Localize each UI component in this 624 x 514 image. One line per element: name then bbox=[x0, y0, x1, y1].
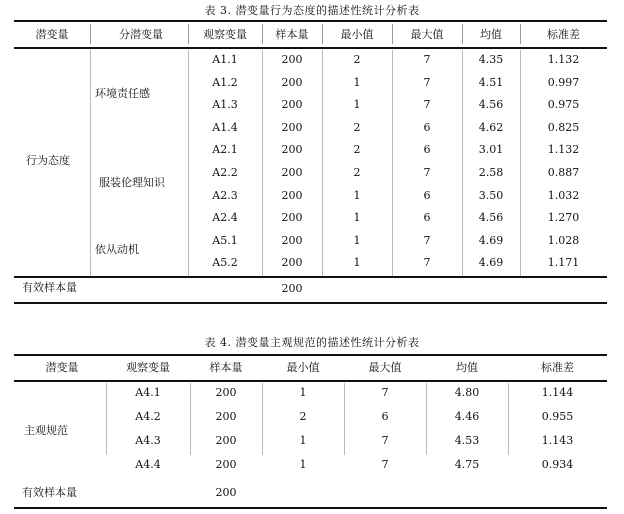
table4-header-observed: 观察变量 bbox=[126, 361, 170, 374]
table3-sub-latent-3: 依从动机 bbox=[95, 243, 139, 256]
table3-cell-observed: A1.4 bbox=[212, 120, 238, 134]
table3-caption: 表 3. 潜变量行为态度的描述性统计分析表 bbox=[204, 4, 420, 17]
table3-cell-min: 1 bbox=[353, 233, 361, 247]
table3-cell-sd: 0.975 bbox=[547, 98, 580, 112]
table3-cell-mean: 4.35 bbox=[478, 53, 504, 66]
table4-footer-value: 200 bbox=[215, 486, 237, 499]
table3-cell-sd: 1.032 bbox=[547, 188, 580, 202]
table3-cell-sample: 200 bbox=[281, 188, 303, 202]
table4-cell-mean: 4.80 bbox=[454, 386, 480, 399]
table4-header-sd: 标准差 bbox=[541, 361, 574, 374]
table3-cell-observed: A2.3 bbox=[212, 188, 238, 202]
table3-cell-mean: 3.01 bbox=[478, 143, 504, 157]
table3-cell-observed: A5.2 bbox=[212, 256, 238, 270]
table3-cell-max: 7 bbox=[423, 256, 431, 270]
table3-cell-mean: 4.51 bbox=[478, 75, 504, 89]
table3-cell-min: 1 bbox=[353, 211, 361, 225]
table3-cell-max: 6 bbox=[423, 120, 431, 134]
table3-cell-min: 1 bbox=[353, 188, 361, 202]
table3-header-min: 最小值 bbox=[340, 28, 374, 41]
table4-caption: 表 4. 潜变量主观规范的描述性统计分析表 bbox=[204, 336, 420, 349]
table3-cell-sd: 1.171 bbox=[547, 256, 580, 270]
table3-cell-mean: 4.62 bbox=[478, 120, 504, 134]
table3-header-sub-latent: 分潜变量 bbox=[119, 28, 163, 41]
table3-cell-min: 2 bbox=[353, 120, 361, 134]
table3-cell-mean: 3.50 bbox=[478, 188, 504, 202]
table4-header-min: 最小值 bbox=[286, 361, 320, 374]
table3-cell-observed: A1.2 bbox=[212, 75, 238, 89]
table3-cell-max: 7 bbox=[423, 166, 431, 179]
table3-cell-mean: 2.58 bbox=[478, 166, 504, 179]
table3-cell-sample: 200 bbox=[281, 75, 303, 89]
table3-footer-label: 有效样本量 bbox=[22, 281, 77, 294]
table3-cell-sd: 0.887 bbox=[547, 166, 580, 179]
table4-cell-observed: A4.1 bbox=[135, 386, 161, 399]
table3-cell-sd: 1.270 bbox=[547, 211, 580, 225]
table3-cell-observed: A1.3 bbox=[212, 98, 238, 112]
table4-cell-min: 1 bbox=[299, 386, 307, 399]
table3-cell-min: 2 bbox=[353, 53, 361, 66]
table4-cell-sample: 200 bbox=[215, 386, 237, 399]
table3-cell-max: 6 bbox=[423, 211, 431, 225]
table3-cell-observed: A2.4 bbox=[212, 211, 238, 225]
table4-cell-max: 7 bbox=[381, 434, 389, 447]
table3-header-sd: 标准差 bbox=[547, 28, 580, 41]
table4-cell-min: 2 bbox=[299, 410, 307, 423]
table4-cell-sd: 0.955 bbox=[541, 410, 574, 423]
table3-cell-mean: 4.56 bbox=[478, 211, 504, 225]
table3-cell-sample: 200 bbox=[281, 233, 303, 247]
table3-cell-mean: 4.69 bbox=[478, 233, 504, 247]
table3-cell-max: 6 bbox=[423, 188, 431, 202]
table4-cell-sample: 200 bbox=[215, 434, 237, 447]
table3-cell-min: 1 bbox=[353, 256, 361, 270]
table4-header-sample: 样本量 bbox=[209, 361, 243, 374]
table4-top-rule bbox=[14, 354, 607, 356]
table3-cell-max: 7 bbox=[423, 75, 431, 89]
table4-cell-max: 6 bbox=[381, 410, 389, 423]
table3-cell-sample: 200 bbox=[281, 256, 303, 270]
table4-cell-sample: 200 bbox=[215, 458, 237, 471]
table3-cell-sample: 200 bbox=[281, 53, 303, 66]
table3-cell-max: 6 bbox=[423, 143, 431, 157]
table3-cell-sample: 200 bbox=[281, 143, 303, 157]
table4-bottom-rule bbox=[14, 507, 607, 509]
table3-cell-sample: 200 bbox=[281, 211, 303, 225]
table3-cell-sd: 0.997 bbox=[547, 75, 580, 89]
table3-cell-min: 2 bbox=[353, 143, 361, 157]
table3-cell-mean: 4.69 bbox=[478, 256, 504, 270]
table3-cell-max: 7 bbox=[423, 53, 431, 66]
table4-cell-min: 1 bbox=[299, 458, 307, 471]
table3-cell-max: 7 bbox=[423, 98, 431, 112]
table3-header-max: 最大值 bbox=[410, 28, 444, 41]
table3-cell-min: 1 bbox=[353, 75, 361, 89]
table4-cell-observed: A4.2 bbox=[135, 410, 161, 423]
table3-sub-latent-2: 服装伦理知识 bbox=[99, 176, 165, 189]
table3-cell-sample: 200 bbox=[281, 166, 303, 179]
table3-latent-label: 行为态度 bbox=[26, 154, 70, 167]
table3-cell-sd: 0.825 bbox=[547, 120, 580, 134]
table4-header-latent: 潜变量 bbox=[45, 361, 79, 374]
table4-cell-observed: A4.3 bbox=[135, 434, 161, 447]
table4-latent-label: 主观规范 bbox=[24, 424, 68, 437]
table3-cell-observed: A5.1 bbox=[212, 233, 238, 247]
table4-cell-mean: 4.46 bbox=[454, 410, 480, 423]
table3-footer-value: 200 bbox=[281, 282, 303, 295]
table3-header-mean: 均值 bbox=[480, 28, 502, 41]
table4-cell-sd: 0.934 bbox=[541, 458, 574, 471]
table3-sub-latent-1: 环境责任感 bbox=[95, 87, 150, 100]
table3-cell-sample: 200 bbox=[281, 120, 303, 134]
table4-header-rule bbox=[14, 380, 607, 382]
table3-cell-max: 7 bbox=[423, 233, 431, 247]
table4-cell-mean: 4.75 bbox=[454, 458, 480, 471]
table4-cell-min: 1 bbox=[299, 434, 307, 447]
table3-cell-sd: 1.028 bbox=[547, 233, 580, 247]
table4-header-max: 最大值 bbox=[368, 361, 402, 374]
table3-cell-sample: 200 bbox=[281, 98, 303, 112]
table3-cell-observed: A2.1 bbox=[212, 143, 238, 157]
table3-header-sample: 样本量 bbox=[275, 28, 309, 41]
table4-cell-max: 7 bbox=[381, 386, 389, 399]
table3-cell-observed: A1.1 bbox=[212, 53, 238, 66]
table3-header-latent: 潜变量 bbox=[35, 28, 69, 41]
table3-cell-observed: A2.2 bbox=[212, 166, 238, 179]
table4-cell-sd: 1.143 bbox=[541, 434, 574, 447]
table4-footer-label: 有效样本量 bbox=[22, 486, 77, 499]
table4-cell-sd: 1.144 bbox=[541, 386, 574, 399]
table4-header-mean: 均值 bbox=[456, 361, 478, 374]
table4-cell-mean: 4.53 bbox=[454, 434, 480, 447]
table3-header-observed: 观察变量 bbox=[203, 28, 247, 41]
table4-cell-observed: A4.4 bbox=[135, 458, 161, 471]
table3-cell-sd: 1.132 bbox=[547, 53, 580, 66]
table3-cell-min: 1 bbox=[353, 98, 361, 112]
table3-cell-sd: 1.132 bbox=[547, 143, 580, 157]
table3-cell-min: 2 bbox=[353, 166, 361, 179]
table4-cell-max: 7 bbox=[381, 458, 389, 471]
table3-cell-mean: 4.56 bbox=[478, 98, 504, 112]
table4-cell-sample: 200 bbox=[215, 410, 237, 423]
